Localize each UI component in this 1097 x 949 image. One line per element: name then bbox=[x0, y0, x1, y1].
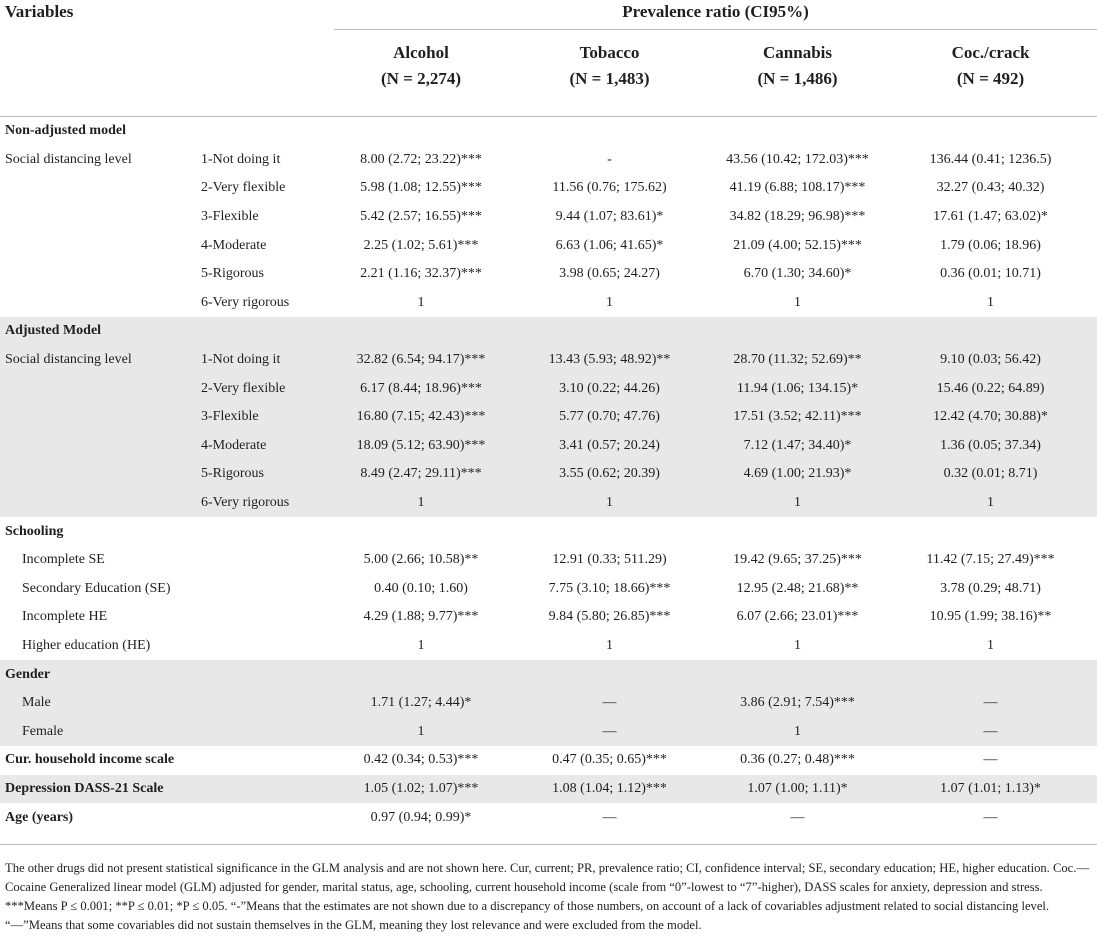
value-cell-alcohol: 1 bbox=[334, 717, 508, 746]
row-label: Higher education (HE) bbox=[22, 637, 151, 653]
value-cell-tobacco: — bbox=[602, 809, 617, 825]
value-cell-alcohol: 0.97 (0.94; 0.99)* bbox=[370, 809, 472, 825]
value-cell-alcohol: 32.82 (6.54; 94.17)*** bbox=[334, 346, 508, 375]
variable-label: Social distancing level bbox=[0, 346, 196, 375]
value-cell-alcohol: 5.98 (1.08; 12.55)*** bbox=[360, 180, 482, 196]
value-cell-alcohol: 1.71 (1.27; 4.44)* bbox=[334, 689, 508, 718]
table-row bbox=[0, 146, 1097, 175]
value-cell-alcohol: 0.40 (0.10; 1.60) bbox=[374, 580, 468, 596]
row-label: Male bbox=[0, 689, 334, 718]
value-cell-alcohol: 8.00 (2.72; 23.22)*** bbox=[360, 151, 482, 167]
value-cell-cannabis: 1 bbox=[711, 489, 884, 518]
value-cell-cocaine: 1 bbox=[884, 489, 1097, 518]
empty-cell bbox=[0, 289, 196, 318]
value-cell-cannabis: 1 bbox=[711, 717, 884, 746]
empty-cell bbox=[711, 660, 884, 689]
row-label: Depression DASS-21 Scale bbox=[0, 775, 334, 804]
table-row bbox=[0, 231, 1097, 260]
drug-header-tobacco bbox=[508, 30, 711, 117]
table-row bbox=[0, 203, 1097, 232]
empty-cell bbox=[0, 260, 196, 289]
row-label: Cur. household income scale bbox=[5, 752, 175, 768]
level-label: 1-Not doing it bbox=[201, 151, 281, 167]
value-cell-cocaine: 11.42 (7.15; 27.49)*** bbox=[926, 552, 1055, 568]
empty-cell bbox=[334, 117, 508, 146]
value-cell-cocaine: — bbox=[983, 809, 998, 825]
value-cell-tobacco: 1.08 (1.04; 1.12)*** bbox=[508, 775, 711, 804]
table-row bbox=[0, 546, 1097, 575]
empty-cell bbox=[334, 317, 508, 346]
drug-name: Tobacco bbox=[579, 43, 640, 62]
empty-cell bbox=[508, 317, 711, 346]
value-cell-cannabis: 11.94 (1.06; 134.15)* bbox=[711, 374, 884, 403]
value-cell-alcohol: 2.21 (1.16; 32.37)*** bbox=[360, 266, 482, 282]
table-row bbox=[0, 174, 1097, 203]
value-cell-cocaine: 1 bbox=[987, 637, 995, 653]
empty-cell bbox=[0, 203, 196, 232]
value-cell-cocaine: 1.79 (0.06; 18.96) bbox=[940, 237, 1041, 253]
value-cell-alcohol: 2.25 (1.02; 5.61)*** bbox=[363, 237, 479, 253]
value-cell-cannabis: 19.42 (9.65; 37.25)*** bbox=[733, 552, 862, 568]
empty-cell bbox=[0, 460, 196, 489]
table-row bbox=[0, 803, 1097, 832]
empty-cell bbox=[0, 403, 196, 432]
empty-cell bbox=[0, 432, 196, 461]
section-title: Non-adjusted model bbox=[5, 123, 126, 139]
level-label: 4-Moderate bbox=[196, 432, 334, 461]
value-cell-tobacco: 9.44 (1.07; 83.61)* bbox=[555, 209, 664, 225]
variables-header: Variables bbox=[5, 2, 74, 21]
value-cell-cocaine: — bbox=[884, 717, 1097, 746]
value-cell-tobacco: 3.98 (0.65; 24.27) bbox=[559, 266, 660, 282]
table-row bbox=[0, 603, 1097, 632]
drug-header-cocaine bbox=[884, 30, 1097, 117]
section-title: Adjusted Model bbox=[0, 317, 334, 346]
drug-n: (N = 2,274) bbox=[380, 69, 462, 89]
table-row bbox=[0, 689, 1097, 718]
value-cell-cannabis: 28.70 (11.32; 52.69)** bbox=[711, 346, 884, 375]
value-cell-cannabis: 12.95 (2.48; 21.68)** bbox=[736, 580, 859, 596]
row-label: Incomplete SE bbox=[22, 552, 105, 568]
value-cell-cocaine: 1 bbox=[987, 294, 995, 310]
table-row bbox=[0, 632, 1097, 661]
level-label: 1-Not doing it bbox=[196, 346, 334, 375]
table-row bbox=[0, 575, 1097, 604]
value-cell-alcohol: 1.05 (1.02; 1.07)*** bbox=[334, 775, 508, 804]
table-row bbox=[0, 374, 1097, 403]
value-cell-cocaine: 0.32 (0.01; 8.71) bbox=[884, 460, 1097, 489]
drug-name: Cannabis bbox=[763, 43, 832, 62]
value-cell-tobacco: 7.75 (3.10; 18.66)*** bbox=[548, 580, 671, 596]
value-cell-cannabis: 41.19 (6.88; 108.17)*** bbox=[729, 180, 866, 196]
empty-cell bbox=[711, 317, 884, 346]
value-cell-cocaine: 9.10 (0.03; 56.42) bbox=[884, 346, 1097, 375]
section-non_adjusted bbox=[0, 117, 1097, 146]
empty-cell bbox=[0, 231, 196, 260]
value-cell-alcohol: 1 bbox=[417, 294, 425, 310]
value-cell-cannabis: 4.69 (1.00; 21.93)* bbox=[711, 460, 884, 489]
empty-cell bbox=[884, 117, 1097, 146]
header-row-top bbox=[0, 0, 1097, 30]
value-cell-tobacco: 13.43 (5.93; 48.92)** bbox=[508, 346, 711, 375]
table-row bbox=[0, 432, 1097, 461]
value-cell-tobacco: 3.41 (0.57; 20.24) bbox=[508, 432, 711, 461]
value-cell-cannabis: 1 bbox=[794, 294, 802, 310]
value-cell-tobacco: - bbox=[607, 151, 612, 167]
value-cell-alcohol: 8.49 (2.47; 29.11)*** bbox=[334, 460, 508, 489]
level-label: 5-Rigorous bbox=[196, 460, 334, 489]
value-cell-cocaine: 10.95 (1.99; 38.16)** bbox=[929, 609, 1052, 625]
empty-cell bbox=[0, 174, 196, 203]
level-label: 6-Very rigorous bbox=[201, 294, 290, 310]
table-row bbox=[0, 346, 1097, 375]
value-cell-tobacco: 9.84 (5.80; 26.85)*** bbox=[548, 609, 671, 625]
prevalence-title: Prevalence ratio (CI95%) bbox=[622, 2, 809, 21]
value-cell-alcohol: 16.80 (7.15; 42.43)*** bbox=[334, 403, 508, 432]
section-gender bbox=[0, 660, 1097, 689]
empty-cell bbox=[711, 117, 884, 146]
value-cell-cannabis: 6.70 (1.30; 34.60)* bbox=[743, 266, 852, 282]
variable-label: Social distancing level bbox=[5, 151, 132, 167]
level-label: 6-Very rigorous bbox=[196, 489, 334, 518]
section-schooling bbox=[0, 517, 1097, 546]
value-cell-cocaine: 1.07 (1.01; 1.13)* bbox=[884, 775, 1097, 804]
value-cell-cannabis: 34.82 (18.29; 96.98)*** bbox=[729, 209, 866, 225]
value-cell-cannabis: 7.12 (1.47; 34.40)* bbox=[711, 432, 884, 461]
value-cell-tobacco: — bbox=[508, 689, 711, 718]
value-cell-tobacco: 12.91 (0.33; 511.29) bbox=[552, 552, 667, 568]
value-cell-cocaine: 136.44 (0.41; 1236.5) bbox=[929, 151, 1052, 167]
value-cell-cannabis: — bbox=[790, 809, 805, 825]
value-cell-alcohol: 1 bbox=[334, 489, 508, 518]
header-row-drugs bbox=[0, 30, 1097, 117]
drug-name: Coc./crack bbox=[951, 43, 1030, 62]
value-cell-tobacco: 1 bbox=[606, 637, 614, 653]
table-row bbox=[0, 289, 1097, 318]
value-cell-alcohol: 5.00 (2.66; 10.58)** bbox=[363, 552, 479, 568]
level-label: 3-Flexible bbox=[201, 209, 259, 225]
level-label: 2-Very flexible bbox=[201, 180, 286, 196]
empty-cell bbox=[0, 489, 196, 518]
empty-cell bbox=[711, 517, 884, 546]
table-row bbox=[0, 489, 1097, 518]
table-row bbox=[0, 460, 1097, 489]
value-cell-cocaine: 3.78 (0.29; 48.71) bbox=[940, 580, 1041, 596]
empty-cell bbox=[0, 374, 196, 403]
level-label: 2-Very flexible bbox=[196, 374, 334, 403]
value-cell-cannabis: 6.07 (2.66; 23.01)*** bbox=[736, 609, 859, 625]
value-cell-cannabis: 1.07 (1.00; 1.11)* bbox=[711, 775, 884, 804]
row-label: Female bbox=[0, 717, 334, 746]
value-cell-tobacco: 11.56 (0.76; 175.62) bbox=[552, 180, 667, 196]
empty-cell bbox=[508, 117, 711, 146]
value-cell-cannabis: 17.51 (3.52; 42.11)*** bbox=[711, 403, 884, 432]
table-row bbox=[0, 746, 1097, 775]
drug-n: (N = 492) bbox=[956, 69, 1025, 89]
value-cell-tobacco: 3.55 (0.62; 20.39) bbox=[508, 460, 711, 489]
drug-header-cannabis bbox=[711, 30, 884, 117]
empty-cell bbox=[884, 317, 1097, 346]
value-cell-tobacco: 0.47 (0.35; 0.65)*** bbox=[552, 752, 667, 768]
table-body bbox=[0, 117, 1097, 832]
drug-name: Alcohol bbox=[393, 43, 449, 62]
value-cell-cannabis: 3.86 (2.91; 7.54)*** bbox=[711, 689, 884, 718]
drug-n: (N = 1,486) bbox=[757, 69, 838, 89]
value-cell-tobacco: 5.77 (0.70; 47.76) bbox=[508, 403, 711, 432]
empty-cell bbox=[884, 517, 1097, 546]
value-cell-tobacco: 1 bbox=[606, 294, 614, 310]
row-label: Incomplete HE bbox=[22, 609, 108, 625]
value-cell-cocaine: — bbox=[983, 752, 998, 768]
drug-header-alcohol bbox=[334, 30, 508, 117]
value-cell-cocaine: 12.42 (4.70; 30.88)* bbox=[884, 403, 1097, 432]
value-cell-alcohol: 0.42 (0.34; 0.53)*** bbox=[363, 752, 479, 768]
table-row bbox=[0, 260, 1097, 289]
value-cell-cocaine: 32.27 (0.43; 40.32) bbox=[936, 180, 1045, 196]
value-cell-alcohol: 1 bbox=[417, 637, 425, 653]
value-cell-cocaine: 1.36 (0.05; 37.34) bbox=[884, 432, 1097, 461]
table-footnote: The other drugs did not present statistical significance in the GLM analysis and are not shown here. Cur, current; PR, prevalence ratio; CI, confidence interval; SE, secondary education; HE, higher education. Coc.—Cocaine Generalized linear model (GLM) adjusted for gender, marital status, age, schooling, current household income (scale from “0”-lowest to “7”-higher), DASS scales for anxiety, depression and stress. ***Means P ≤ 0.001; **P ≤ 0.01; *P ≤ 0.05. “-”Means that the estimates are not shown due to a discrepancy of those numbers, on account of a lack of covariables adjustment related to social distancing level. “—”Means that some covariables did not sustain themselves in the GLM, meaning they lost relevance and were excluded from the model. bbox=[0, 844, 1097, 935]
value-cell-cocaine: 17.61 (1.47; 63.02)* bbox=[933, 209, 1048, 225]
value-cell-cocaine: — bbox=[884, 689, 1097, 718]
section-adjusted bbox=[0, 317, 1097, 346]
empty-cell bbox=[508, 517, 711, 546]
value-cell-cannabis: 21.09 (4.00; 52.15)*** bbox=[733, 237, 862, 253]
value-cell-alcohol: 5.42 (2.57; 16.55)*** bbox=[360, 209, 482, 225]
value-cell-tobacco: 1 bbox=[508, 489, 711, 518]
value-cell-cocaine: 0.36 (0.01; 10.71) bbox=[940, 266, 1041, 282]
value-cell-cocaine: 15.46 (0.22; 64.89) bbox=[884, 374, 1097, 403]
value-cell-alcohol: 18.09 (5.12; 63.90)*** bbox=[334, 432, 508, 461]
drug-n: (N = 1,483) bbox=[569, 69, 650, 89]
value-cell-cannabis: 0.36 (0.27; 0.48)*** bbox=[740, 752, 855, 768]
section-title: Schooling bbox=[5, 523, 64, 539]
row-label: Secondary Education (SE) bbox=[22, 580, 171, 596]
level-label: 3-Flexible bbox=[196, 403, 334, 432]
value-cell-alcohol: 4.29 (1.88; 9.77)*** bbox=[363, 609, 479, 625]
table-row bbox=[0, 775, 1097, 804]
level-label: 5-Rigorous bbox=[201, 266, 264, 282]
value-cell-tobacco: 6.63 (1.06; 41.65)* bbox=[555, 237, 664, 253]
table-row bbox=[0, 717, 1097, 746]
table-row bbox=[0, 403, 1097, 432]
value-cell-cannabis: 43.56 (10.42; 172.03)*** bbox=[726, 151, 869, 167]
value-cell-alcohol: 6.17 (8.44; 18.96)*** bbox=[334, 374, 508, 403]
value-cell-cannabis: 1 bbox=[794, 637, 802, 653]
empty-cell bbox=[508, 660, 711, 689]
section-title: Gender bbox=[0, 660, 334, 689]
empty-cell bbox=[334, 517, 508, 546]
row-label: Age (years) bbox=[5, 809, 74, 825]
empty-cell bbox=[334, 660, 508, 689]
value-cell-tobacco: — bbox=[508, 717, 711, 746]
level-label: 4-Moderate bbox=[201, 237, 267, 253]
value-cell-tobacco: 3.10 (0.22; 44.26) bbox=[508, 374, 711, 403]
empty-cell bbox=[884, 660, 1097, 689]
